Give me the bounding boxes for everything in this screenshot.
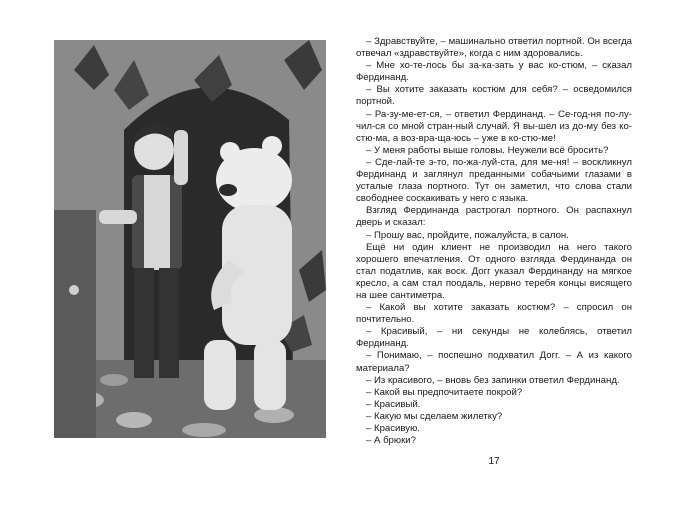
paragraph: – Понимаю, – поспешно подхватил Догг. – А из какого материала?: [356, 350, 632, 374]
illustration-drawing: [54, 40, 326, 438]
paragraph: – Прошу вас, пройдите, пожалуйста, в салон.: [366, 229, 569, 241]
text-column: [356, 36, 632, 447]
paragraph: Взгляд Фердинанда растрогал портного. Он распахнул дверь и сказал:: [356, 205, 632, 229]
paragraph: – У меня работы выше головы. Неужели всё бросить?: [366, 144, 609, 156]
paragraph: – Из красивого, – вновь без запинки ответил Фердинанд.: [366, 374, 620, 386]
paragraph: – Вы хотите заказать костюм для себя? – осведомился портной.: [356, 84, 632, 108]
paragraph: – А брюки?: [366, 435, 416, 447]
paragraph: – Мне хо-те-лось бы за-ка-зать у вас ко-стюм, – сказал Фердинанд.: [356, 60, 632, 84]
page-number: 17: [488, 456, 500, 467]
illustration: [54, 40, 326, 438]
paragraph: – Какую мы сделаем жилетку?: [366, 410, 503, 422]
paragraph: – Какой вы хотите заказать костюм? – спросил он почтительно.: [356, 302, 632, 326]
paragraph: – Красивый, – ни секунды не колеблясь, ответил Фердинанд.: [356, 326, 632, 350]
paragraph: – Ра-зу-ме-ет-ся, – ответил Фердинанд. – Се-год-ня по-лу-чил-ся со мной стран-ный случай. Я вы-шел из до-му без ко-стю-ма, а воз-вра-ща-юсь – уже в ко-стю-ме!: [356, 108, 632, 144]
paragraph: – Какой вы предпочитаете покрой?: [366, 386, 523, 398]
paragraph: – Здравствуйте, – машинально ответил портной. Он всегда отвечал «здравствуйте», когда с ним здоровались.: [356, 36, 632, 60]
paragraph: – Сде-лай-те э-то, по-жа-луй-ста, для ме-ня! – воскликнул Фердинанд и заглянул преданными собачьими глазами в усталые глаза портного. Тут он заметил, что слова стали свободнее соскакивать у него с языка.: [356, 156, 632, 205]
paragraph: – Красивый.: [366, 398, 421, 410]
paragraph: – Красивую.: [366, 423, 420, 434]
paragraph: Ещё ни один клиент не производил на него такого хорошего впечатления. От одного взгляда Фердинанда он стал податлив, как воск. Догг указал Фердинанду на мягкое кресло, а сам стал поодаль, нервно теребя концы висящего на шее сантиметра.: [356, 241, 632, 301]
